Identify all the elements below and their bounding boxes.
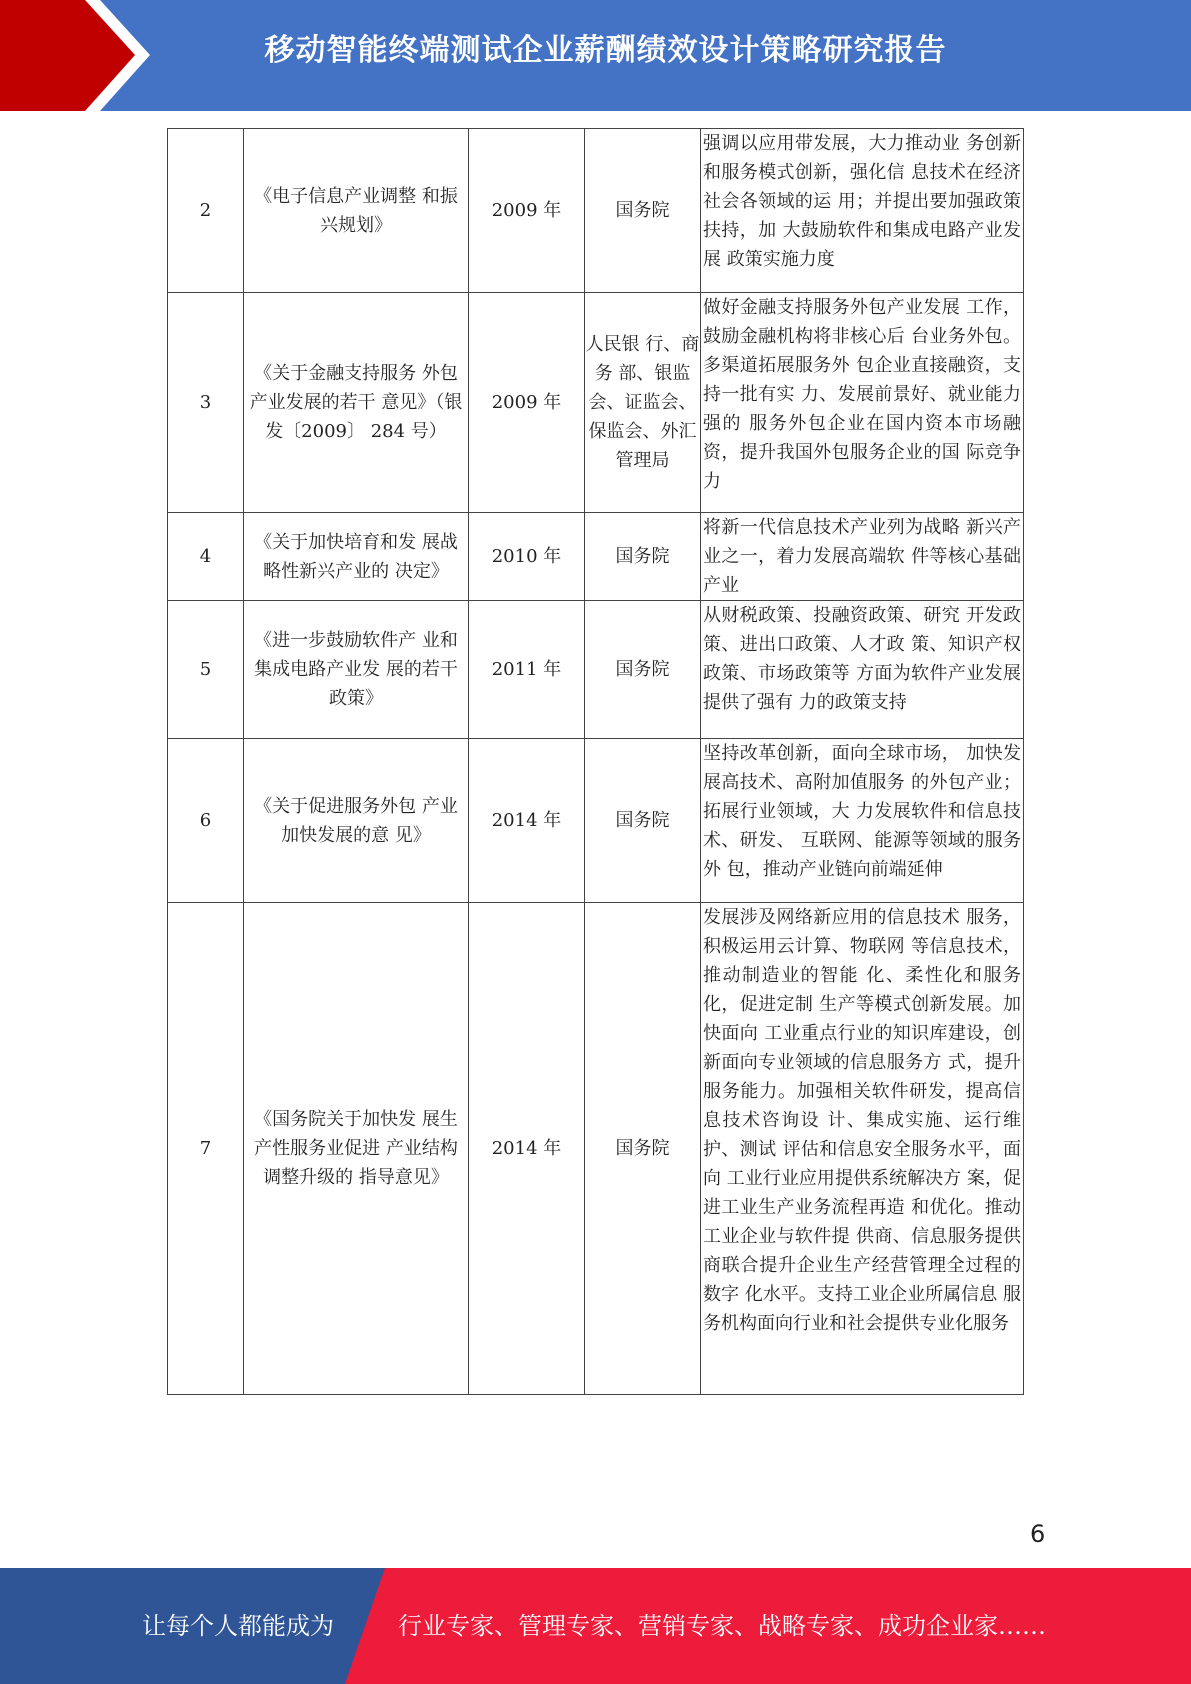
policy-summary: 发展涉及网络新应用的信息技术 服务，积极运用云计算、物联网 等信息技术，推动制造业的智能 化、柔性化和服务化，促进定制 生产等模式创新发展。加快面向 工业重点行业的知识库建设，创 新面向专业领域的信息服务方 式，提升服务能力。加强相关软件研发，提高信息技术咨询设 计、集成实施、运行维护、测试 评估和信息安全服务水平，面向 工业行业应用提供系统解决方 案，促进工业生产业务流程再造 和优化。推动工业企业与软件提 供商、信息服务提供商联合提升企业生产经营管理全过程的数字 化水平。支持工业企业所属信息 服务机构面向行业和社会提供专业化服务 — [701, 903, 1024, 1395]
row-number: 2 — [168, 129, 244, 293]
policy-name: 《关于金融支持服务 外包产业发展的若干 意见》（银发〔2009〕 284 号） — [244, 293, 469, 513]
policy-issuer: 人民银 行、商务 部、银监 会、证监会、保监会、外汇管理局 — [585, 293, 701, 513]
table-row — [168, 739, 1024, 903]
policy-name: 《关于加快培育和发 展战略性新兴产业的 决定》 — [244, 513, 469, 601]
row-number: 6 — [168, 739, 244, 903]
row-number: 7 — [168, 903, 244, 1395]
policy-year: 2010 年 — [469, 513, 585, 601]
page-footer — [0, 1568, 1191, 1684]
policy-issuer: 国务院 — [585, 601, 701, 739]
policy-year: 2011 年 — [469, 601, 585, 739]
policy-summary: 从财税政策、投融资政策、研究 开发政策、进出口政策、人才政 策、知识产权政策、市场政策等 方面为软件产业发展提供了强有 力的政策支持 — [701, 601, 1024, 739]
policy-issuer: 国务院 — [585, 903, 701, 1395]
table-row — [168, 513, 1024, 601]
footer-slogan-list: 行业专家、管理专家、营销专家、战略专家、成功企业家…… — [398, 1612, 1046, 1640]
row-number: 3 — [168, 293, 244, 513]
table-row — [168, 903, 1024, 1395]
policy-issuer: 国务院 — [585, 129, 701, 293]
policy-year: 2009 年 — [469, 293, 585, 513]
policy-table — [167, 128, 1024, 1395]
policy-summary: 坚持改革创新，面向全球市场， 加快发展高技术、高附加值服务 的外包产业；拓展行业领域，大 力发展软件和信息技术、研发、 互联网、能源等领域的服务外 包，推动产业链向前端延伸 — [701, 739, 1024, 903]
policy-name: 《电子信息产业调整 和振兴规划》 — [244, 129, 469, 293]
policy-name: 《进一步鼓励软件产 业和集成电路产业发 展的若干政策》 — [244, 601, 469, 739]
page-number: 6 — [1030, 1520, 1046, 1548]
report-title: 移动智能终端测试企业薪酬绩效设计策略研究报告 — [264, 33, 947, 68]
policy-year: 2014 年 — [469, 739, 585, 903]
footer-slogan-lead: 让每个人都能成为 — [142, 1612, 334, 1640]
policy-name: 《国务院关于加快发 展生产性服务业促进 产业结构调整升级的 指导意见》 — [244, 903, 469, 1395]
policy-year: 2009 年 — [469, 129, 585, 293]
policy-summary: 将新一代信息技术产业列为战略 新兴产业之一，着力发展高端软 件等核心基础产业 — [701, 513, 1024, 601]
table-row — [168, 129, 1024, 293]
policy-issuer: 国务院 — [585, 739, 701, 903]
policy-issuer: 国务院 — [585, 513, 701, 601]
table-row — [168, 601, 1024, 739]
page-header — [0, 0, 1191, 111]
policy-summary: 强调以应用带发展，大力推动业 务创新和服务模式创新，强化信 息技术在经济社会各领域的运 用；并提出要加强政策扶持，加 大鼓励软件和集成电路产业发展 政策实施力度 — [701, 129, 1024, 293]
row-number: 5 — [168, 601, 244, 739]
row-number: 4 — [168, 513, 244, 601]
policy-summary: 做好金融支持服务外包产业发展 工作，鼓励金融机构将非核心后 台业务外包。多渠道拓展服务外 包企业直接融资，支持一批有实 力、发展前景好、就业能力强的 服务外包企业在国内资本市场融 资，提升我国外包服务企业的国 际竞争力 — [701, 293, 1024, 513]
policy-year: 2014 年 — [469, 903, 585, 1395]
policy-name: 《关于促进服务外包 产业加快发展的意 见》 — [244, 739, 469, 903]
table-row — [168, 293, 1024, 513]
